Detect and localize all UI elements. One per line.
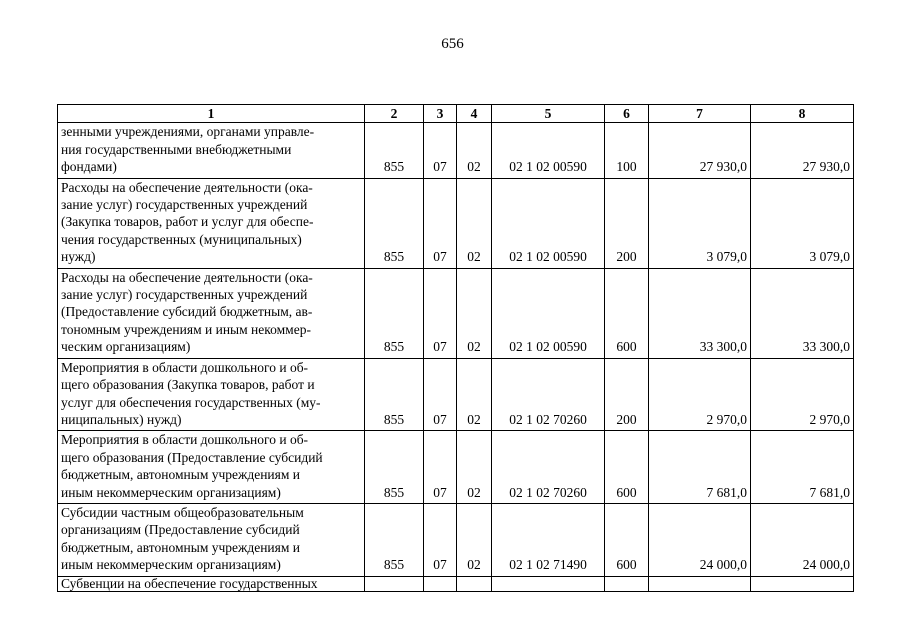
row-ministry-code: 855 <box>365 268 424 358</box>
row-target-article: 02 1 02 70260 <box>492 431 605 504</box>
row-ministry-code: 855 <box>365 503 424 576</box>
table-row <box>58 503 854 576</box>
header-col-1: 1 <box>58 105 365 123</box>
row-amount-7 <box>649 576 751 591</box>
row-expense-type: 600 <box>605 268 649 358</box>
row-expense-type: 600 <box>605 503 649 576</box>
row-section-code <box>424 576 457 591</box>
header-col-2: 2 <box>365 105 424 123</box>
row-subsection-code: 02 <box>457 268 492 358</box>
row-target-article: 02 1 02 00590 <box>492 268 605 358</box>
row-target-article: 02 1 02 70260 <box>492 358 605 431</box>
row-subsection-code: 02 <box>457 178 492 268</box>
row-amount-8: 24 000,0 <box>751 503 854 576</box>
row-ministry-code: 855 <box>365 431 424 504</box>
row-expense-type: 200 <box>605 358 649 431</box>
row-description: Расходы на обеспечение деятельности (ока- зание услуг) государственных учреждений (Закупка товаров, работ и услуг для обеспе- чения государственных (муниципальных) нужд) <box>58 178 365 268</box>
row-description: Субвенции на обеспечение государственных <box>58 576 365 591</box>
row-subsection-code: 02 <box>457 123 492 178</box>
table-row <box>58 358 854 431</box>
row-subsection-code <box>457 576 492 591</box>
row-amount-8: 33 300,0 <box>751 268 854 358</box>
row-section-code: 07 <box>424 268 457 358</box>
row-ministry-code: 855 <box>365 178 424 268</box>
header-col-7: 7 <box>649 105 751 123</box>
row-target-article <box>492 576 605 591</box>
table-row <box>58 178 854 268</box>
budget-table <box>57 104 854 592</box>
row-amount-7: 2 970,0 <box>649 358 751 431</box>
row-section-code: 07 <box>424 503 457 576</box>
row-ministry-code <box>365 576 424 591</box>
row-subsection-code: 02 <box>457 431 492 504</box>
row-expense-type: 100 <box>605 123 649 178</box>
table-row <box>58 268 854 358</box>
row-description: Субсидии частным общеобразовательным организациям (Предоставление субсидий бюджетным, автономным учреждениям и иным некоммерческим организациям) <box>58 503 365 576</box>
row-target-article: 02 1 02 00590 <box>492 178 605 268</box>
page-number: 656 <box>441 36 464 52</box>
row-section-code: 07 <box>424 431 457 504</box>
row-section-code: 07 <box>424 123 457 178</box>
table-header-row <box>58 105 854 123</box>
row-section-code: 07 <box>424 358 457 431</box>
row-amount-7: 27 930,0 <box>649 123 751 178</box>
row-amount-7: 3 079,0 <box>649 178 751 268</box>
row-amount-8: 27 930,0 <box>751 123 854 178</box>
row-description: Мероприятия в области дошкольного и об- щего образования (Закупка товаров, работ и услуг для обеспечения государственных (му- ниципальных) нужд) <box>58 358 365 431</box>
row-description: Расходы на обеспечение деятельности (ока- зание услуг) государственных учреждений (Предоставление субсидий бюджетным, ав- тономным учреждениям и иным некоммер- ческим организациям) <box>58 268 365 358</box>
header-col-8: 8 <box>751 105 854 123</box>
row-target-article: 02 1 02 00590 <box>492 123 605 178</box>
header-col-3: 3 <box>424 105 457 123</box>
row-amount-7: 33 300,0 <box>649 268 751 358</box>
row-amount-8: 2 970,0 <box>751 358 854 431</box>
row-subsection-code: 02 <box>457 503 492 576</box>
row-amount-8: 7 681,0 <box>751 431 854 504</box>
row-description: зенными учреждениями, органами управле- ния государственными внебюджетными фондами) <box>58 123 365 178</box>
row-expense-type: 200 <box>605 178 649 268</box>
header-col-5: 5 <box>492 105 605 123</box>
table-row <box>58 123 854 178</box>
row-subsection-code: 02 <box>457 358 492 431</box>
table-row <box>58 431 854 504</box>
row-amount-8: 3 079,0 <box>751 178 854 268</box>
row-target-article: 02 1 02 71490 <box>492 503 605 576</box>
header-col-6: 6 <box>605 105 649 123</box>
row-expense-type <box>605 576 649 591</box>
row-ministry-code: 855 <box>365 123 424 178</box>
row-description: Мероприятия в области дошкольного и об- щего образования (Предоставление субсидий бюджетным, автономным учреждениям и иным некоммерческим организациям) <box>58 431 365 504</box>
table-row-partial <box>58 576 854 591</box>
row-section-code: 07 <box>424 178 457 268</box>
row-amount-7: 24 000,0 <box>649 503 751 576</box>
row-amount-7: 7 681,0 <box>649 431 751 504</box>
row-amount-8 <box>751 576 854 591</box>
header-col-4: 4 <box>457 105 492 123</box>
row-ministry-code: 855 <box>365 358 424 431</box>
row-expense-type: 600 <box>605 431 649 504</box>
